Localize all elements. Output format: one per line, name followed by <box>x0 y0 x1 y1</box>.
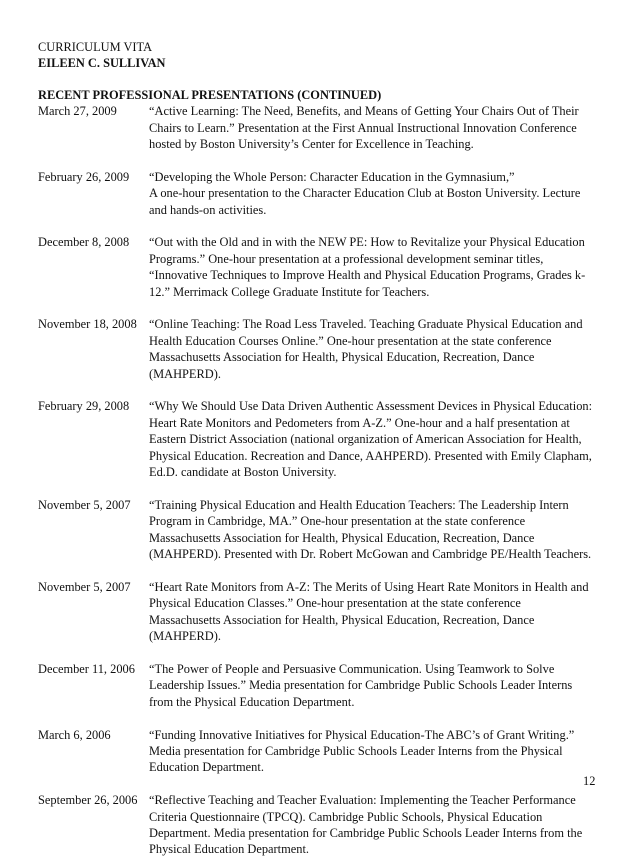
presentation-date: December 11, 2006 <box>38 661 135 676</box>
presentation-entry <box>38 579 604 645</box>
presentation-entry <box>38 169 604 218</box>
presentation-date: December 8, 2008 <box>38 235 130 250</box>
document-page <box>38 39 604 858</box>
presentation-date: March 6, 2006 <box>38 727 111 742</box>
description-line: Heart Rate Monitors and Pedometers from A-Z.” One-hour and a half presentation at <box>149 415 570 430</box>
description-line: “Active Learning: The Need, Benefits, and Means of Getting Your Chairs Out of Their <box>149 104 579 119</box>
description-line: (MAHPERD). <box>149 629 221 644</box>
description-line: Ed.D. candidate at Boston University. <box>149 465 337 480</box>
description-line: Health Education Courses Online.” One-hour presentation at the state conference <box>149 333 552 348</box>
description-line: Department. Media presentation for Cambridge Public Schools Leader Interns from the <box>149 825 583 840</box>
description-line: Physical Education Department. <box>149 842 310 857</box>
description-line: Physical Education Classes.” One-hour presentation at the state conference <box>149 596 521 611</box>
presentation-date: November 5, 2007 <box>38 579 131 594</box>
presentation-description <box>149 792 604 858</box>
page-number: 12 <box>583 774 596 788</box>
presentation-date: November 5, 2007 <box>38 497 131 512</box>
presentations-list <box>38 103 604 858</box>
description-line: Criteria Questionnaire (TPCQ). Cambridge Public Schools, Physical Education <box>149 809 543 824</box>
presentation-entry <box>38 792 604 858</box>
description-line: Massachusetts Association for Health, Physical Education, Recreation, Dance <box>149 612 535 627</box>
description-line: (MAHPERD). <box>149 366 221 381</box>
presentation-date: March 27, 2009 <box>38 104 117 119</box>
presentation-description <box>149 103 604 152</box>
presentation-description <box>149 579 604 645</box>
description-line: Education Department. <box>149 760 264 775</box>
description-line: “Training Physical Education and Health Education Teachers: The Leadership Intern <box>149 497 569 512</box>
presentation-description <box>149 234 604 300</box>
presentation-date: February 26, 2009 <box>38 169 130 184</box>
description-line: from the Physical Education Department. <box>149 694 355 709</box>
description-line: hosted by Boston University’s Center for Excellence in Teaching. <box>149 137 474 152</box>
presentation-entry <box>38 398 604 480</box>
presentation-description <box>149 398 604 480</box>
section-title: RECENT PROFESSIONAL PRESENTATIONS (CONTINUED) <box>38 87 382 102</box>
description-line: “Reflective Teaching and Teacher Evaluation: Implementing the Teacher Performance <box>149 793 576 808</box>
description-line: and hands-on activities. <box>149 202 267 217</box>
presentation-description <box>149 316 604 382</box>
description-line: Physical Education. Recreation and Dance, AAHPERD). Presented with Emily Clapham, <box>149 448 592 463</box>
description-line: “Funding Innovative Initiatives for Physical Education-The ABC’s of Grant Writing.” <box>149 727 575 742</box>
description-line: “Heart Rate Monitors from A-Z: The Merits of Using Heart Rate Monitors in Health and <box>149 579 589 594</box>
author-name-heading: EILEEN C. SULLIVAN <box>38 56 166 71</box>
description-line: Eastern District Association (national organization of American Association for Health, <box>149 432 582 447</box>
description-line: Massachusetts Association for Health, Physical Education, Recreation, Dance <box>149 350 535 365</box>
description-line: “Online Teaching: The Road Less Traveled. Teaching Graduate Physical Education and <box>149 317 583 332</box>
description-line: “Innovative Techniques to Improve Health and Physical Education Programs, Grades k- <box>149 268 586 283</box>
description-line: Leadership Issues.” Media presentation for Cambridge Public Schools Leader Interns <box>149 678 573 693</box>
description-line: “Out with the Old and in with the NEW PE: How to Revitalize your Physical Education <box>149 235 585 250</box>
presentation-description <box>149 497 604 563</box>
presentation-description <box>149 169 604 218</box>
description-line: A one-hour presentation to the Character Education Club at Boston University. Lecture <box>149 186 581 201</box>
presentation-entry <box>38 103 604 152</box>
presentation-description <box>149 727 604 776</box>
document-type-heading: CURRICULUM VITA <box>38 40 153 54</box>
description-line: “Why We Should Use Data Driven Authentic Assessment Devices in Physical Education: <box>149 399 593 414</box>
presentation-entry <box>38 497 604 563</box>
description-line: 12.” Merrimack College Graduate Institute for Teachers. <box>149 284 430 299</box>
description-line: (MAHPERD). Presented with Dr. Robert McGowan and Cambridge PE/Health Teachers. <box>149 547 592 562</box>
presentation-date: February 29, 2008 <box>38 399 130 414</box>
presentation-entry <box>38 234 604 300</box>
description-line: Chairs to Learn.” Presentation at the First Annual Instructional Innovation Conference <box>149 120 577 135</box>
presentation-description <box>149 661 604 710</box>
description-line: Massachusetts Association for Health, Physical Education, Recreation, Dance <box>149 530 535 545</box>
presentation-entry <box>38 661 604 710</box>
presentation-date: September 26, 2006 <box>38 793 138 808</box>
presentation-date: November 18, 2008 <box>38 317 137 332</box>
description-line: “Developing the Whole Person: Character Education in the Gymnasium,” <box>149 169 515 184</box>
presentation-entry <box>38 316 604 382</box>
description-line: Media presentation for Cambridge Public Schools Leader Interns from the Physical <box>149 743 563 758</box>
description-line: Program in Cambridge, MA.” One-hour presentation at the state conference <box>149 514 526 529</box>
presentation-entry <box>38 727 604 776</box>
description-line: “The Power of People and Persuasive Communication. Using Teamwork to Solve <box>149 661 555 676</box>
description-line: Programs.” One-hour presentation at a professional development seminar titles, <box>149 251 544 266</box>
